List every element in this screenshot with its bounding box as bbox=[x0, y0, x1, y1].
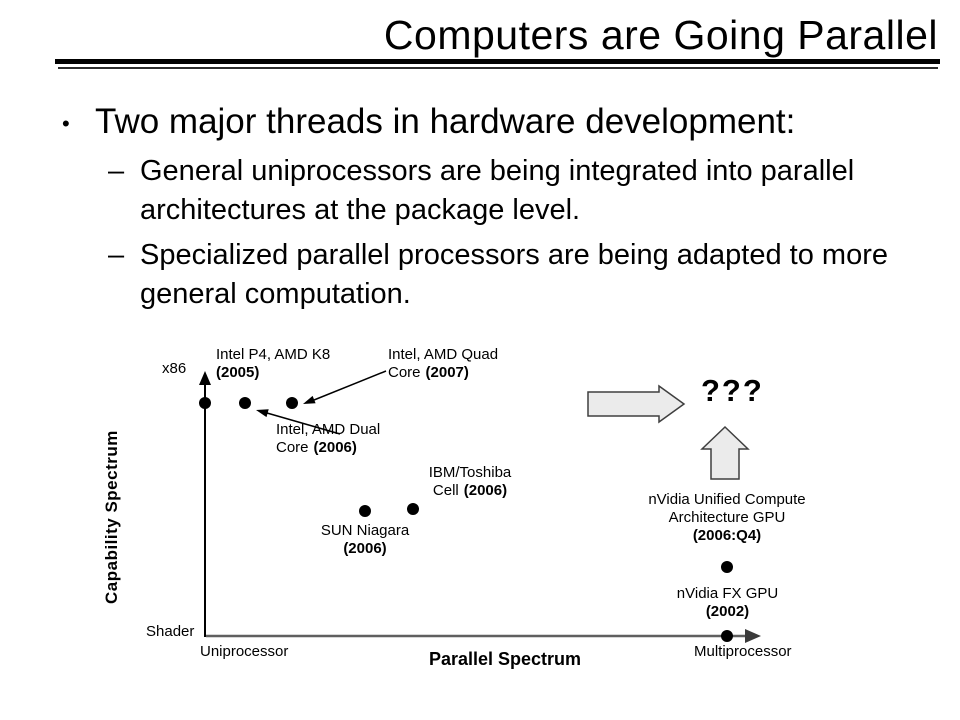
spectrum-diagram bbox=[0, 340, 960, 700]
future-up-block-arrow-icon bbox=[702, 427, 748, 479]
bullet-main bbox=[62, 103, 932, 142]
x-axis-arrowhead-icon bbox=[745, 629, 761, 643]
x-axis-right-label: Multiprocessor bbox=[694, 643, 792, 660]
slide-title: Computers are Going Parallel bbox=[383, 12, 938, 58]
y-axis-title: Capability Spectrum bbox=[102, 430, 121, 605]
quad-core-pointer-arrowhead-icon bbox=[303, 396, 316, 404]
sub-bullet-list bbox=[108, 152, 918, 320]
sub-bullet-1-text: General uniprocessors are being integrated into parallel architectures at the package level. bbox=[140, 155, 855, 226]
bullet-marker: • bbox=[62, 111, 70, 136]
sub-bullet-2-text: Specialized parallel processors are being adapted to more general computation. bbox=[140, 239, 888, 310]
title-underline-thick bbox=[55, 59, 940, 64]
dash-marker: – bbox=[108, 239, 125, 271]
title-underline-thin bbox=[58, 67, 938, 69]
label-p4-k8: Intel P4, AMD K8 (2005) bbox=[216, 346, 331, 381]
data-point-nvidia-fx bbox=[721, 630, 733, 642]
label-nvidia-unified: nVidia Unified Compute Architecture GPU (2006:Q4) bbox=[648, 491, 806, 544]
data-point-sun-niagara bbox=[359, 505, 371, 517]
sub-bullet-2 bbox=[108, 236, 918, 314]
data-point-ibm-cell bbox=[407, 503, 419, 515]
future-question-marks: ??? bbox=[701, 373, 764, 408]
bullet-main-text: Two major threads in hardware development: bbox=[95, 102, 796, 141]
x-axis-title: Parallel Spectrum bbox=[428, 649, 582, 669]
data-point-dual-core bbox=[239, 397, 251, 409]
label-sun-niagara: SUN Niagara (2006) bbox=[320, 522, 410, 557]
data-point-p4-k8 bbox=[199, 397, 211, 409]
data-point-quad-core bbox=[286, 397, 298, 409]
y-axis-arrowhead-icon bbox=[199, 371, 211, 385]
dash-marker: – bbox=[108, 155, 125, 187]
future-right-block-arrow-icon bbox=[588, 386, 684, 422]
label-nvidia-fx: nVidia FX GPU (2002) bbox=[676, 585, 779, 620]
y-axis-bottom-label: Shader bbox=[146, 623, 195, 640]
label-quad-core: Intel, AMD Quad Core (2007) bbox=[388, 346, 499, 381]
dual-core-pointer-arrowhead-icon bbox=[256, 409, 269, 417]
label-ibm-cell: IBM/Toshiba Cell (2006) bbox=[428, 464, 512, 499]
x-axis-left-label: Uniprocessor bbox=[200, 643, 289, 660]
label-dual-core: Intel, AMD Dual Core (2006) bbox=[276, 421, 381, 456]
y-axis-top-label: x86 bbox=[162, 360, 187, 377]
data-point-nvidia-unified bbox=[721, 561, 733, 573]
sub-bullet-1 bbox=[108, 152, 918, 230]
